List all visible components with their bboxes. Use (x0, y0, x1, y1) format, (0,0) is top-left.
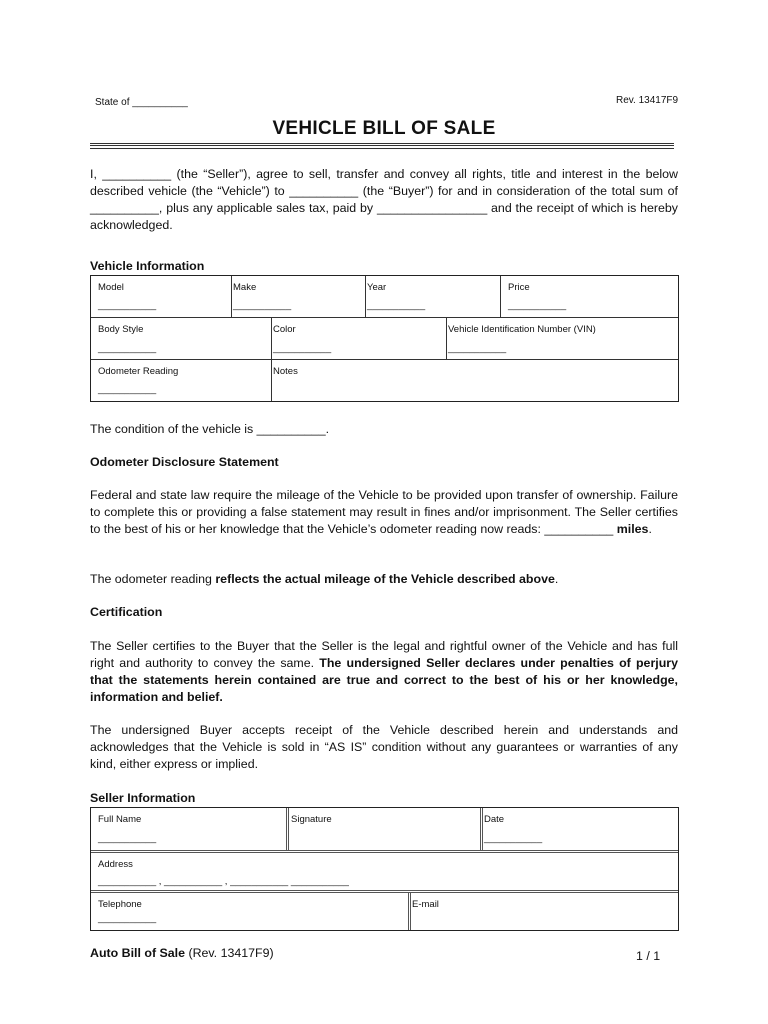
notes-label: Notes (273, 366, 298, 377)
odometer-label: Odometer Reading (98, 366, 179, 377)
address-label: Address (98, 859, 133, 870)
vehicle-row-1 (91, 276, 678, 317)
price-blank: ___________ (508, 300, 567, 311)
date-blank: ___________ (484, 833, 543, 844)
title-rule (90, 143, 674, 149)
signature-cell[interactable] (286, 808, 480, 850)
notes-cell[interactable] (271, 360, 678, 401)
body-style-label: Body Style (98, 324, 144, 335)
model-label: Model (98, 282, 124, 293)
certification-heading: Certification (90, 605, 163, 619)
cert-para1-bold: The undersigned Seller declares under penalties of perjury that the statements herein contained are true and correct to the best of his or her knowledge, information and belief. (90, 656, 678, 704)
vin-blank: ___________ (448, 343, 507, 354)
address-cell[interactable] (91, 853, 678, 893)
footer-title-bold: Auto Bill of Sale (90, 946, 185, 960)
make-cell[interactable] (231, 276, 365, 317)
certification-paragraph-2: The undersigned Buyer accepts receipt of the Vehicle described herein and understands and acknowledges that the Vehicle is sold in “AS IS” condition without any guarantees or warranties of any kind, either express or implied. (90, 723, 678, 771)
seller-info-table (90, 807, 679, 931)
full-name-cell[interactable] (91, 808, 286, 850)
year-label: Year (367, 282, 387, 293)
reflects-end: . (554, 572, 559, 586)
vehicle-info-table (90, 275, 679, 402)
odometer-blank: ___________ (98, 384, 157, 395)
footer-title (90, 946, 274, 960)
color-blank: ___________ (273, 343, 332, 354)
condition-line: The condition of the vehicle is __________. (90, 422, 330, 436)
year-blank: ___________ (367, 300, 426, 311)
make-label: Make (233, 282, 257, 293)
certification-paragraph-1 (90, 638, 678, 706)
seller-row-2 (91, 850, 678, 893)
reflects-bold: reflects the actual mileage of the Vehicle described above (215, 572, 555, 586)
email-label: E-mail (412, 899, 439, 910)
reflects-prefix: The odometer reading (90, 572, 216, 586)
odometer-paragraph (90, 487, 678, 538)
page-number: 1 / 1 (636, 949, 661, 963)
model-cell[interactable] (91, 276, 231, 317)
price-cell[interactable] (500, 276, 678, 317)
vehicle-row-2 (91, 317, 678, 360)
telephone-cell[interactable] (91, 893, 408, 930)
signature-label: Signature (291, 814, 332, 825)
vin-label: Vehicle Identification Number (VIN) (448, 324, 596, 335)
intro-paragraph: I, __________ (the “Seller”), agree to sell, transfer and convey all rights, title and interest in the below described vehicle (the “Vehicle”) to __________ (the “Buyer”) for and in consideration of the total sum of __________, plus any applicable sales tax, paid by ________________ and the receipt of which is hereby acknowledged. (90, 167, 678, 232)
telephone-label: Telephone (98, 899, 142, 910)
year-cell[interactable] (365, 276, 500, 317)
odometer-paragraph-text: Federal and state law require the mileage of the Vehicle to be provided upon transfer of ownership. Failure to complete this or providing a false statement may result in fines and/or imprisonment. The Seller certifies to the best of his or her knowledge that the Vehicle’s odometer reading now reads: __________ (90, 488, 678, 536)
cert-para1-text: The Seller certifies to the Buyer that the Seller is the legal and rightful owner of the Vehicle and has full right and authority to convey the same. (90, 639, 678, 670)
vehicle-row-3 (91, 359, 678, 401)
vin-cell[interactable] (446, 318, 678, 360)
color-label: Color (273, 324, 296, 335)
seller-info-heading: Seller Information (90, 791, 196, 805)
odometer-heading: Odometer Disclosure Statement (90, 455, 279, 469)
document-title: VEHICLE BILL OF SALE (272, 118, 496, 139)
odometer-cell[interactable] (91, 360, 271, 401)
full-name-blank: ___________ (98, 833, 157, 844)
footer-rev: (Rev. 13417F9) (185, 946, 274, 960)
date-cell[interactable] (480, 808, 678, 850)
body-style-blank: ___________ (98, 343, 157, 354)
odometer-miles: miles (616, 522, 649, 536)
state-label: State of __________ (95, 97, 188, 108)
body-style-cell[interactable] (91, 318, 271, 360)
address-blank: ___________ , ___________ , ___________ ___________ (98, 876, 349, 887)
telephone-blank: ___________ (98, 913, 157, 924)
color-cell[interactable] (271, 318, 446, 360)
model-blank: ___________ (98, 300, 157, 311)
odometer-paragraph-end: . (648, 522, 652, 536)
revision-number: Rev. 13417F9 (616, 95, 679, 106)
vehicle-info-heading: Vehicle Information (90, 259, 205, 273)
seller-row-1 (91, 808, 678, 850)
email-cell[interactable] (408, 893, 678, 930)
odometer-reflects (90, 571, 678, 588)
seller-row-3 (91, 890, 678, 930)
full-name-label: Full Name (98, 814, 142, 825)
make-blank: ___________ (233, 300, 292, 311)
price-label: Price (508, 282, 530, 293)
date-label: Date (484, 814, 505, 825)
